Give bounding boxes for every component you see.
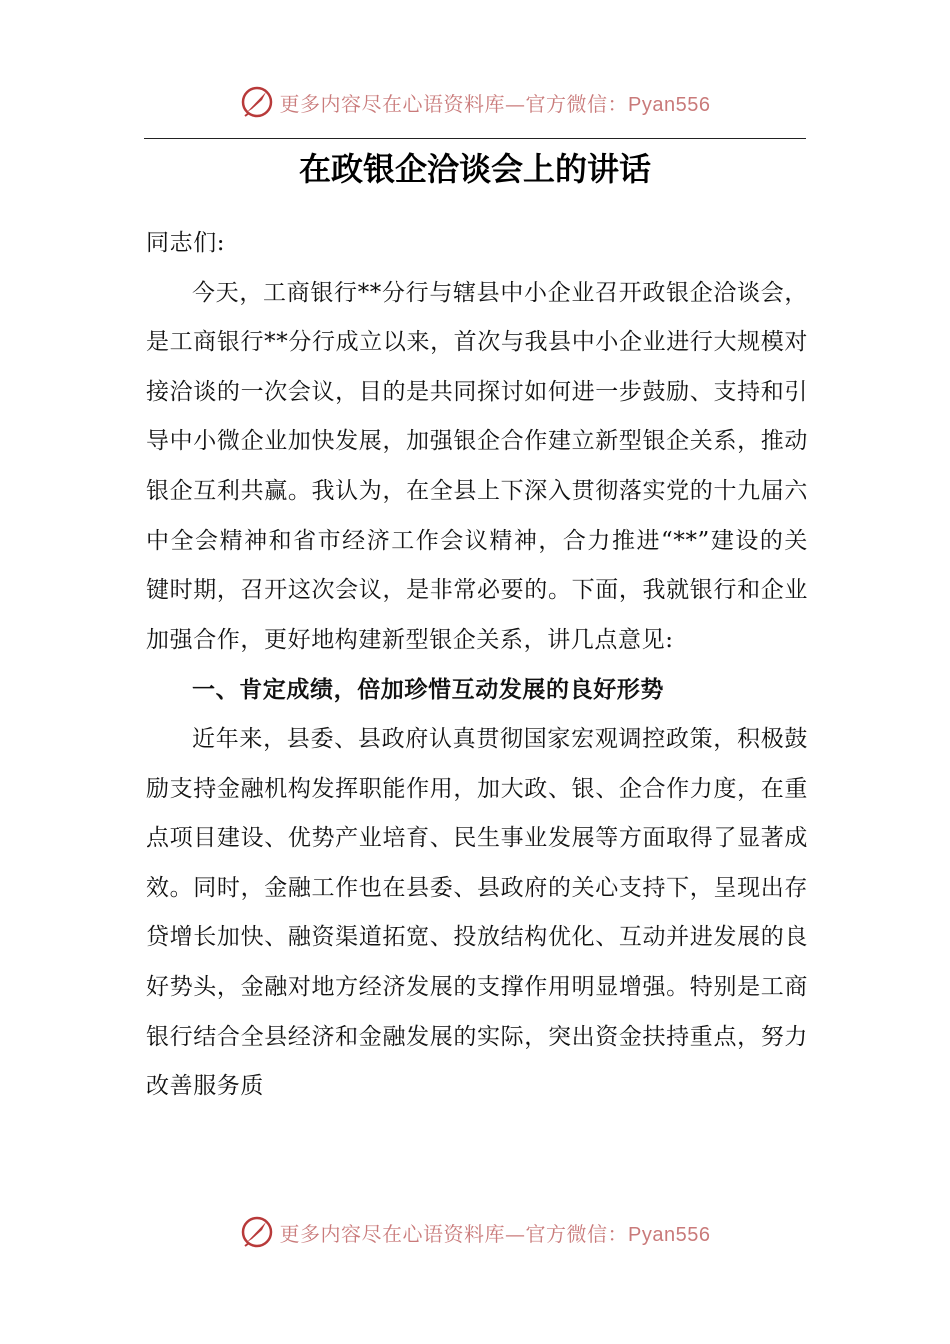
watermark-label: 更多内容尽在心语资料库—官方微信： <box>279 91 629 116</box>
header-divider <box>144 138 806 139</box>
paragraph-section-1: 近年来，县委、县政府认真贯彻国家宏观调控政策，积极鼓励支持金融机构发挥职能作用，加大政、银、企合作力度，在重点项目建设、优势产业培育、民生事业发展等方面取得了显著成效。同时，金融工作也在县委、县政府的关心支持下，呈现出存贷增长加快、融资渠道拓宽、投放结构优化、互动并进发展的良好势头，金融对地方经济发展的支撑作用明显增强。特别是工商银行结合全县经济和金融发展的实际，突出资金扶持重点，努力改善服务质 <box>146 725 808 1100</box>
salutation: 同志们: <box>146 230 226 256</box>
document-title: 在政银企洽谈会上的讲话 <box>298 150 651 188</box>
quill-circle-icon <box>240 1215 274 1249</box>
quill-circle-icon <box>240 85 274 119</box>
watermark-label: 更多内容尽在心语资料库—官方微信： <box>279 1221 629 1246</box>
watermark-handle: Pyan556 <box>628 93 711 116</box>
header-watermark-banner <box>0 80 950 124</box>
footer-watermark-banner <box>0 1210 950 1254</box>
section-heading-1: 一、肯定成绩，倍加珍惜互动发展的良好形势 <box>192 676 664 704</box>
document-body <box>146 219 808 1112</box>
watermark-text <box>280 88 711 117</box>
paragraph-intro: 今天，工商银行**分行与辖县中小企业召开政银企洽谈会，是工商银行**分行成立以来，首次与我县中小企业进行大规模对接洽谈的一次会议，目的是共同探讨如何进一步鼓励、支持和引导中小微企业加快发展，加强银企合作建立新型银企关系，推动银企互利共赢。我认为，在全县上下深入贯彻落实党的十九届六中全会精神和省市经济工作会议精神，合力推进“**”建设的关键时期，召开这次会议，是非常必要的。下面，我就银行和企业加强合作，更好地构建新型银企关系，讲几点意见: <box>146 279 808 653</box>
watermark-text <box>280 1218 711 1247</box>
watermark-handle: Pyan556 <box>628 1223 711 1246</box>
